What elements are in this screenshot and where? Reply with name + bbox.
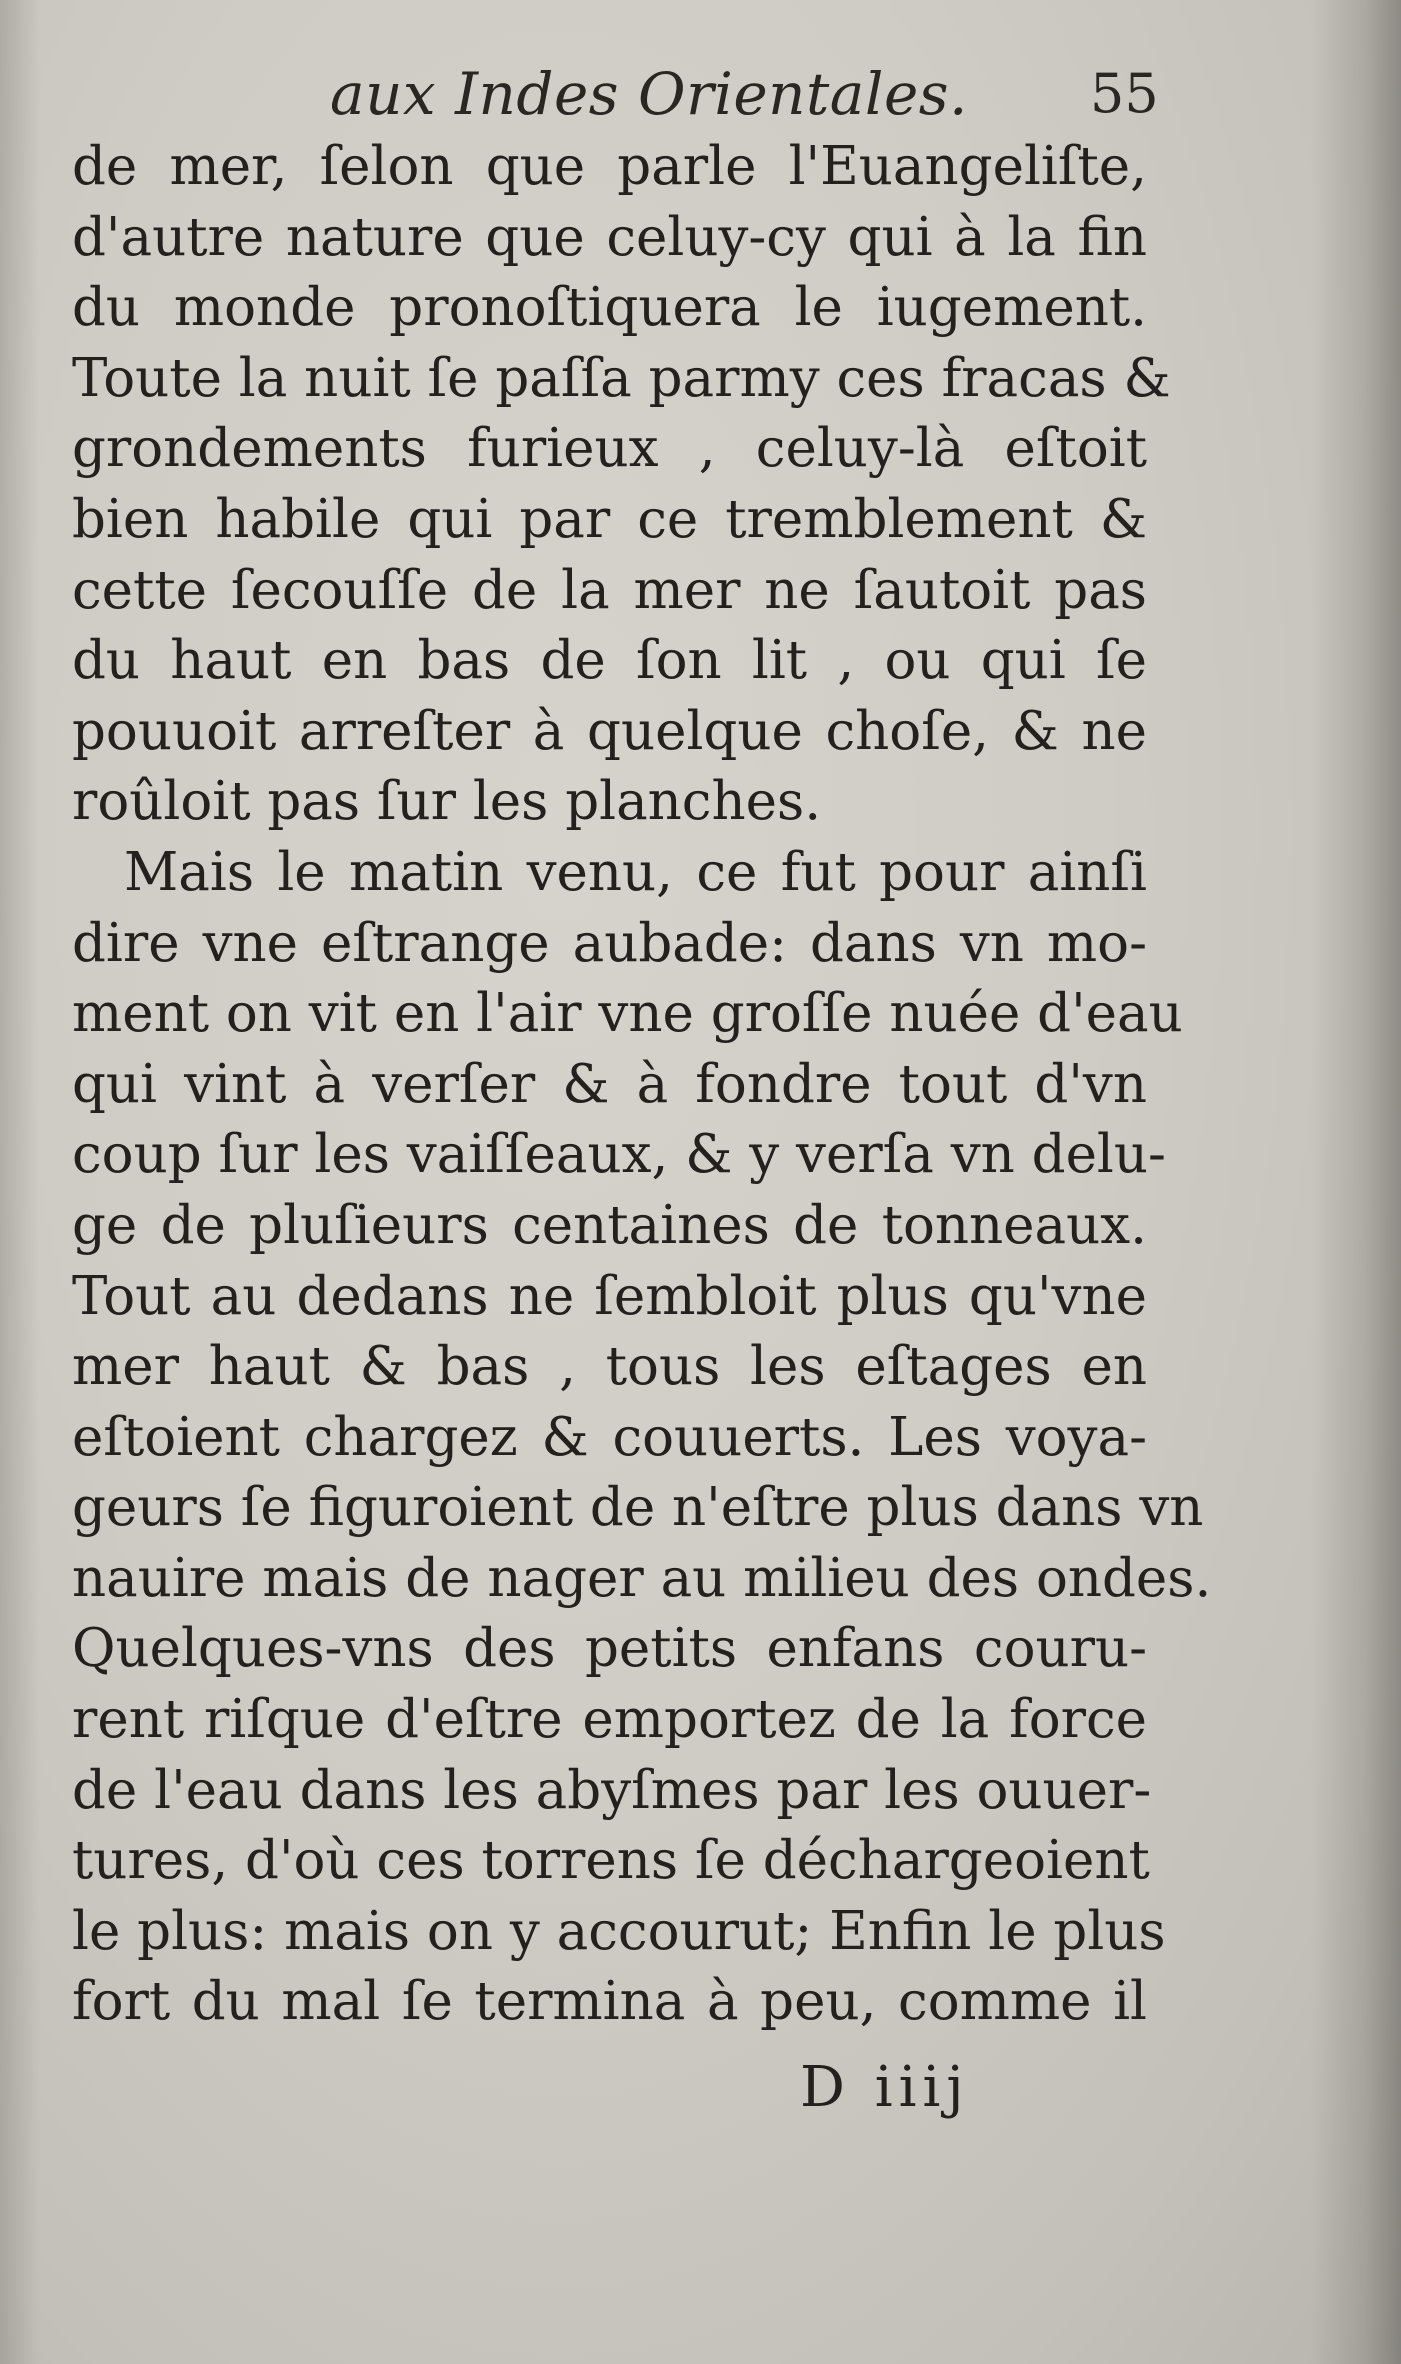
running-title: aux Indes Orientales. <box>330 60 968 128</box>
text-line: fort du mal ſe termina à peu, comme il <box>72 1971 1147 2033</box>
text-line: dire vne eſtrange aubade: dans vn mo- <box>72 912 1147 974</box>
text-line: de mer, ſelon que parle l'Euangeliſte, <box>72 136 1147 197</box>
page-number: 55 <box>1090 62 1159 125</box>
page-header <box>330 52 1159 132</box>
text-line: grondements furieux , celuy-là eſtoit <box>72 418 1147 480</box>
text-line: pouuoit arreſter à quelque choſe, & ne <box>72 700 1147 762</box>
paragraph-first-line: Mais le matin venu, ce fut pour ainſi <box>124 841 1147 903</box>
text-line: tures, d'où ces torrens ſe déchargeoient <box>72 1830 1150 1892</box>
signature-mark: D iiij <box>800 2055 970 2120</box>
text-line: nauire mais de nager au milieu des ondes. <box>72 1547 1212 1609</box>
text-line: cette ſecouſſe de la mer ne ſautoit pas <box>72 559 1147 621</box>
text-line: Toute la nuit ſe paſſa parmy ces fracas & <box>72 347 1171 409</box>
binding-shadow <box>1311 0 1401 2364</box>
text-line: eſtoient chargez & couuerts. Les voya- <box>72 1406 1147 1468</box>
text-line: geurs ſe figuroient de n'eſtre plus dans vn <box>72 1477 1204 1539</box>
text-line: bien habile qui par ce tremblement & <box>72 488 1147 550</box>
text-line: roûloit pas ſur les planches. <box>72 771 822 833</box>
text-line: ment on vit en l'air vne groſſe nuée d'eau <box>72 983 1183 1045</box>
text-line: le plus: mais on y accourut; Enfin le plus <box>72 1900 1166 1962</box>
text-line: mer haut & bas , tous les eſtages en <box>72 1336 1147 1398</box>
text-line: coup ſur les vaiſſeaux, & y verſa vn delu- <box>72 1124 1166 1186</box>
text-line: Quelques-vns des petits enfans couru- <box>72 1618 1147 1680</box>
text-line: Tout au dedans ne ſembloit plus qu'vne <box>72 1265 1147 1327</box>
body-text <box>72 132 1212 2038</box>
text-line: du haut en bas de ſon lit , ou qui ſe <box>72 630 1147 692</box>
text-line: d'autre nature que celuy-cy qui à la fin <box>72 206 1147 268</box>
text-line: qui vint à verſer & à fondre tout d'vn <box>72 1053 1147 1115</box>
text-line: ge de pluſieurs centaines de tonneaux. <box>72 1194 1147 1256</box>
page-left-edge <box>0 0 40 2364</box>
text-line: rent riſque d'eſtre emportez de la force <box>72 1689 1147 1751</box>
text-line: de l'eau dans les abyſmes par les ouuer- <box>72 1759 1152 1821</box>
text-line: du monde pronoſtiquera le iugement. <box>72 277 1147 339</box>
